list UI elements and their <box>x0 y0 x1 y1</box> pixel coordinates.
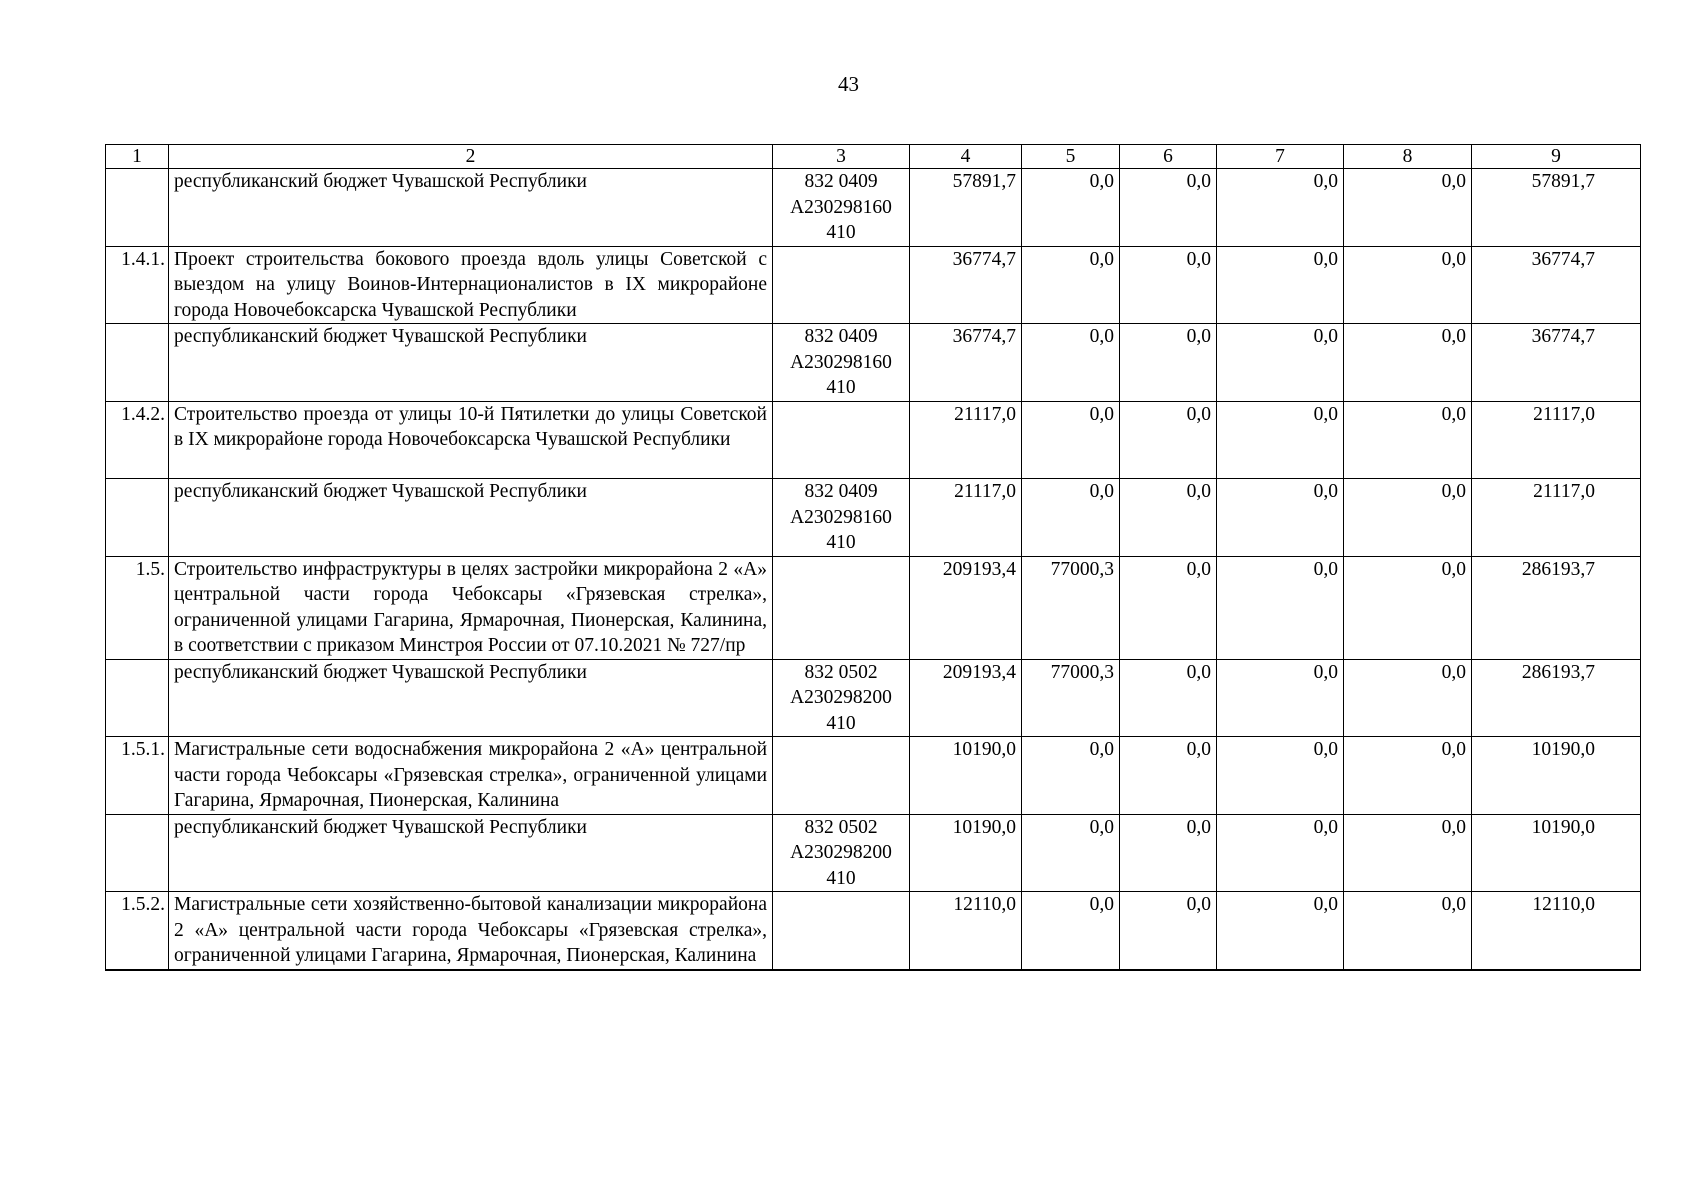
value-col7-cell: 0,0 <box>1217 246 1344 324</box>
value-col9-cell: 57891,7 <box>1472 169 1641 247</box>
header-cell: 3 <box>773 145 910 169</box>
row-name-cell: Строительство инфраструктуры в целях застройки микрорайона 2 «А» центральной части города Чебоксары «Грязевская стрелка», ограниченной улицами Гагарина, Ярмарочная, Пионерская, Калинина, в соответствии с приказом Минстроя России от 07.10.2021 № 727/пр <box>169 556 773 659</box>
value-col7-cell: 0,0 <box>1217 892 1344 970</box>
budget-table <box>105 144 1641 971</box>
value-col6-cell: 0,0 <box>1120 892 1217 970</box>
value-col4-cell: 57891,7 <box>910 169 1022 247</box>
budget-code-cell <box>773 892 910 970</box>
budget-code-line <box>778 943 904 969</box>
value-col7-cell: 0,0 <box>1217 814 1344 892</box>
value-col6-cell: 0,0 <box>1120 401 1217 479</box>
budget-code-line <box>778 918 904 944</box>
row-name-cell: республиканский бюджет Чувашской Республики <box>169 659 773 737</box>
budget-code-line: 832 0502 <box>804 661 878 683</box>
value-col8-cell: 0,0 <box>1344 556 1472 659</box>
value-col7-cell: 0,0 <box>1217 401 1344 479</box>
value-col6-cell: 0,0 <box>1120 324 1217 402</box>
value-col7-cell: 0,0 <box>1217 479 1344 557</box>
value-col9-cell: 10190,0 <box>1472 737 1641 815</box>
value-col5-cell: 0,0 <box>1022 169 1120 247</box>
value-col5-cell: 0,0 <box>1022 737 1120 815</box>
header-cell: 9 <box>1472 145 1641 169</box>
budget-code-line: 832 0409 <box>804 481 878 502</box>
row-number-cell: 1.5.1. <box>106 737 169 815</box>
header-cell: 6 <box>1120 145 1217 169</box>
value-col5-cell: 77000,3 <box>1022 556 1120 659</box>
value-col8-cell: 0,0 <box>1344 659 1472 737</box>
budget-code-line: 410 <box>826 532 856 553</box>
row-number-cell <box>106 814 169 892</box>
budget-code-cell <box>773 479 910 557</box>
value-col4-cell: 21117,0 <box>910 401 1022 479</box>
row-name-cell: Магистральные сети хозяйственно-бытовой канализации микрорайона 2 «А» центральной части города Чебоксары «Грязевская стрелка», ограниченной улицами Гагарина, Ярмарочная, Пионерская, Калинина <box>169 892 773 970</box>
row-number-cell: 1.4.2. <box>106 401 169 479</box>
budget-code-line <box>778 247 904 273</box>
value-col4-cell: 21117,0 <box>910 479 1022 557</box>
value-col5-cell: 77000,3 <box>1022 659 1120 737</box>
value-col7-cell: 0,0 <box>1217 737 1344 815</box>
value-col5-cell: 0,0 <box>1022 479 1120 557</box>
budget-code-line <box>778 788 904 814</box>
value-col9-cell: 286193,7 <box>1472 556 1641 659</box>
value-col4-cell: 209193,4 <box>910 659 1022 737</box>
budget-code-line <box>778 892 904 918</box>
value-col7-cell: 0,0 <box>1217 169 1344 247</box>
row-number-cell: 1.5.2. <box>106 892 169 970</box>
row-name-cell: республиканский бюджет Чувашской Республики <box>169 814 773 892</box>
value-col9-cell: 36774,7 <box>1472 246 1641 324</box>
budget-code-cell <box>773 246 910 324</box>
value-col6-cell: 0,0 <box>1120 737 1217 815</box>
budget-code-line <box>778 298 904 324</box>
value-col6-cell: 0,0 <box>1120 556 1217 659</box>
budget-code-line <box>778 737 904 763</box>
budget-code-line: А230298160 <box>790 196 892 218</box>
value-col6-cell: 0,0 <box>1120 659 1217 737</box>
value-col4-cell: 10190,0 <box>910 737 1022 815</box>
row-number-cell <box>106 324 169 402</box>
table-row <box>106 479 1641 557</box>
value-col9-cell: 21117,0 <box>1472 479 1641 557</box>
budget-code-cell <box>773 659 910 737</box>
value-col8-cell: 0,0 <box>1344 892 1472 970</box>
budget-code-line <box>778 402 904 428</box>
table-row <box>106 659 1641 737</box>
value-col9-cell: 36774,7 <box>1472 324 1641 402</box>
value-col6-cell: 0,0 <box>1120 479 1217 557</box>
value-col8-cell: 0,0 <box>1344 814 1472 892</box>
budget-code-cell <box>773 556 910 659</box>
budget-code-line: 832 0409 <box>804 326 878 347</box>
budget-code-line: 410 <box>826 867 856 889</box>
table-body <box>106 145 1641 970</box>
row-number-cell <box>106 659 169 737</box>
value-col8-cell: 0,0 <box>1344 401 1472 479</box>
value-col7-cell: 0,0 <box>1217 324 1344 402</box>
value-col9-cell: 10190,0 <box>1472 814 1641 892</box>
row-name-cell: республиканский бюджет Чувашской Республики <box>169 324 773 402</box>
value-col8-cell: 0,0 <box>1344 324 1472 402</box>
value-col9-cell: 21117,0 <box>1472 401 1641 479</box>
row-number-cell <box>106 169 169 247</box>
budget-code-line <box>778 582 904 608</box>
table-row <box>106 246 1641 324</box>
value-col7-cell: 0,0 <box>1217 659 1344 737</box>
value-col6-cell: 0,0 <box>1120 246 1217 324</box>
budget-code-cell <box>773 737 910 815</box>
budget-code-line: 410 <box>826 377 856 398</box>
budget-code-cell <box>773 324 910 402</box>
header-cell: 7 <box>1217 145 1344 169</box>
value-col8-cell: 0,0 <box>1344 169 1472 247</box>
header-cell: 5 <box>1022 145 1120 169</box>
budget-code-line <box>778 427 904 453</box>
header-cell: 8 <box>1344 145 1472 169</box>
row-name-cell: республиканский бюджет Чувашской Республики <box>169 169 773 247</box>
value-col4-cell: 10190,0 <box>910 814 1022 892</box>
value-col9-cell: 286193,7 <box>1472 659 1641 737</box>
budget-code-line: 410 <box>826 222 856 243</box>
row-name-cell: Магистральные сети водоснабжения микрорайона 2 «А» центральной части города Чебоксары «Грязевская стрелка», ограниченной улицами Гагарина, Ярмарочная, Пионерская, Калинина <box>169 737 773 815</box>
value-col4-cell: 12110,0 <box>910 892 1022 970</box>
budget-code-line <box>778 608 904 634</box>
budget-code-line: А230298160 <box>790 506 892 528</box>
budget-code-line: А230298200 <box>790 687 892 708</box>
header-cell: 1 <box>106 145 169 169</box>
header-cell: 4 <box>910 145 1022 169</box>
budget-code-line <box>778 453 904 479</box>
value-col5-cell: 0,0 <box>1022 324 1120 402</box>
value-col5-cell: 0,0 <box>1022 814 1120 892</box>
value-col5-cell: 0,0 <box>1022 246 1120 324</box>
value-col4-cell: 36774,7 <box>910 246 1022 324</box>
budget-code-line: 832 0502 <box>804 816 878 838</box>
table-row <box>106 892 1641 970</box>
header-cell: 2 <box>169 145 773 169</box>
row-number-cell: 1.4.1. <box>106 246 169 324</box>
value-col5-cell: 0,0 <box>1022 892 1120 970</box>
budget-code-line: 410 <box>826 712 856 734</box>
value-col8-cell: 0,0 <box>1344 737 1472 815</box>
budget-code-line <box>778 272 904 298</box>
table-row <box>106 401 1641 479</box>
value-col6-cell: 0,0 <box>1120 169 1217 247</box>
value-col6-cell: 0,0 <box>1120 814 1217 892</box>
budget-code-cell <box>773 401 910 479</box>
budget-code-line <box>778 763 904 789</box>
budget-code-cell <box>773 169 910 247</box>
value-col7-cell: 0,0 <box>1217 556 1344 659</box>
budget-code-cell <box>773 814 910 892</box>
page-number: 43 <box>838 72 859 96</box>
value-col4-cell: 36774,7 <box>910 324 1022 402</box>
value-col4-cell: 209193,4 <box>910 556 1022 659</box>
budget-code-line: А230298200 <box>790 842 892 863</box>
value-col8-cell: 0,0 <box>1344 246 1472 324</box>
value-col5-cell: 0,0 <box>1022 401 1120 479</box>
table-header-row <box>106 145 1641 169</box>
table-row <box>106 324 1641 402</box>
value-col9-cell: 12110,0 <box>1472 892 1641 970</box>
table-row <box>106 737 1641 815</box>
table-row <box>106 169 1641 247</box>
budget-code-line: А230298160 <box>790 351 892 373</box>
value-col8-cell: 0,0 <box>1344 479 1472 557</box>
table-row <box>106 556 1641 659</box>
row-number-cell <box>106 479 169 557</box>
table-row <box>106 814 1641 892</box>
row-name-cell: Проект строительства бокового проезда вдоль улицы Советской с выездом на улицу Воинов-Интернационалистов в IX микрорайоне города Новочебоксарска Чувашской Республики <box>169 246 773 324</box>
row-name-cell: республиканский бюджет Чувашской Республики <box>169 479 773 557</box>
row-name-cell: Строительство проезда от улицы 10-й Пятилетки до улицы Советской в IX микрорайоне города Новочебоксарска Чувашской Республики <box>169 401 773 479</box>
row-number-cell: 1.5. <box>106 556 169 659</box>
budget-code-line <box>778 557 904 583</box>
budget-code-line: 832 0409 <box>804 171 878 192</box>
